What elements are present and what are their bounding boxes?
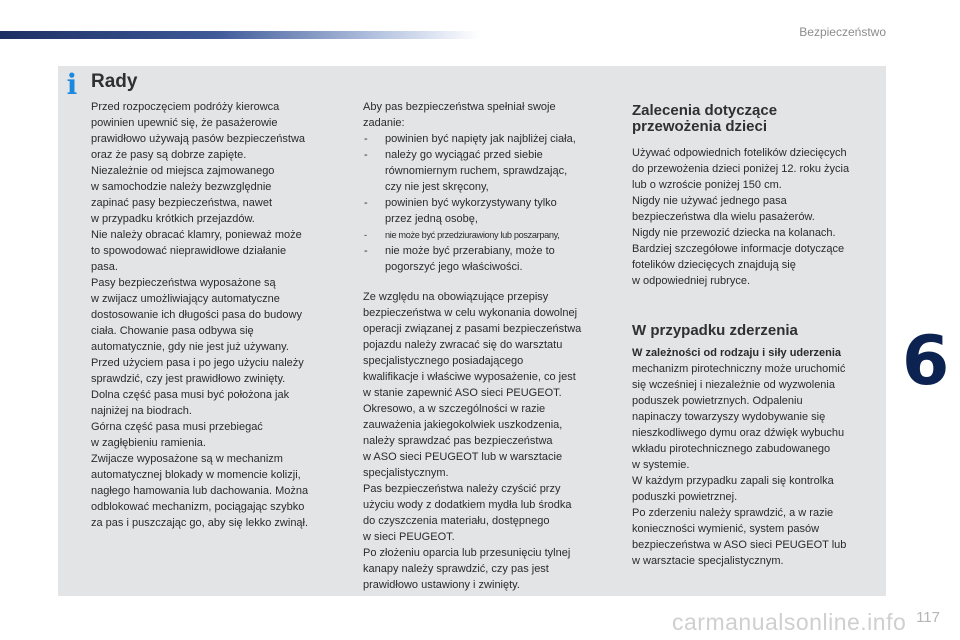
text-line: kwalifikacje i właściwe wyposażenie, co jest: [363, 371, 576, 383]
text-line: mechanizm pirotechniczny może uruchomić: [632, 363, 846, 375]
text-line: Po zderzeniu należy sprawdzić, a w razie: [632, 507, 834, 519]
bullet-line: - nie może być przerabiany, może to: [385, 245, 555, 257]
text-line: należy sprawdzać pas bezpieczeństwa: [363, 435, 553, 447]
tips-line: w przypadku krótkich przejazdów.: [91, 213, 255, 225]
header-accent-bar: [0, 31, 480, 39]
text-line: Bardziej szczegółowe informacje dotyczące: [632, 243, 845, 255]
heading-line: przewożenia dzieci: [632, 118, 768, 135]
text-line: specjalistycznego posiadającego: [363, 355, 524, 367]
text-line: bezpieczeństwa w ASO sieci PEUGEOT lub: [632, 539, 847, 551]
text-line: użyciu wody z dodatkiem mydła lub środka: [363, 499, 572, 511]
tips-line: sprawdzić, czy jest prawidłowo zwinięty.: [91, 373, 286, 385]
tips-line: Dolna część pasa musi być położona jak: [91, 389, 290, 401]
text-line: konieczności wymienić, system pasów: [632, 523, 820, 535]
text-line: napinaczy towarzyszy wydobywanie się: [632, 411, 826, 423]
tips-line: ciała. Chowanie pasa odbywa się: [91, 325, 254, 337]
watermark: carmanualsonline.info: [672, 609, 907, 635]
text-line: Po złożeniu oparcia lub przesunięciu tylnej: [363, 547, 571, 559]
text-line: w ASO sieci PEUGEOT lub w warsztacie: [363, 451, 563, 463]
text-line: w systemie.: [632, 459, 690, 471]
tips-line: za pas i puszczając go, aby się lekko zwinął.: [91, 517, 309, 529]
text-line: pojazdu należy zwracać się do warsztatu: [363, 339, 563, 351]
collision-heading: W przypadku zderzenia: [632, 322, 798, 339]
tips-line: Zwijacze wyposażone są w mechanizm: [91, 453, 283, 465]
tips-line: Niezależnie od miejsca zajmowanego: [91, 165, 275, 177]
bullet-line: - należy go wyciągać przed siebie: [385, 149, 543, 161]
bullet-line: - nie może być przedziurawiony lub poszarpany,: [385, 230, 560, 240]
tips-line: pasa.: [91, 261, 118, 273]
tips-line: w zwijacz umożliwiający automatyczne: [91, 293, 280, 305]
bullet-item: [363, 131, 618, 147]
text-line: do przewożenia dzieci poniżej 12. roku życia: [632, 163, 850, 175]
text-line: bezpieczeństwa dla wielu pasażerów.: [632, 211, 815, 223]
text-line: zauważenia jakiegokolwiek uszkodzenia,: [363, 419, 563, 431]
text-line: specjalistycznym.: [363, 467, 449, 479]
text-line: się wcześniej i niezależnie od wyzwolenia: [632, 379, 835, 391]
text-line: w stanie zapewnić ASO sieci PEUGEOT.: [363, 387, 562, 399]
section-title: Bezpieczeństwo: [799, 25, 886, 39]
tips-line: zapinać pasy bezpieczeństwa, nawet: [91, 197, 272, 209]
bullet-line: przez jedną osobę,: [385, 213, 478, 225]
text-line: wkładu pirotechnicznego zabudowanego: [632, 443, 831, 455]
collision-section: [632, 345, 880, 569]
text-line: w sieci PEUGEOT.: [363, 531, 455, 543]
bullet-item: [363, 147, 618, 195]
text-line: fotelików dziecięcych znajdują się: [632, 259, 796, 271]
tips-line: w zagłębieniu ramienia.: [91, 437, 206, 449]
tips-line: Przed rozpoczęciem podróży kierowca: [91, 101, 280, 113]
tips-line: Pasy bezpieczeństwa wyposażone są: [91, 277, 276, 289]
text-line: Okresowo, a w szczególności w razie: [363, 403, 546, 415]
bullet-line: - powinien być wykorzystywany tylko: [385, 197, 557, 209]
text-line: Używać odpowiednich fotelików dziecięcych: [632, 147, 847, 159]
tips-line: odblokować mechanizm, pociągając szybko: [91, 501, 305, 513]
tips-line: w samochodzie należy bezwzględnie: [91, 181, 272, 193]
text-line: Pas bezpieczeństwa należy czyścić przy: [363, 483, 561, 495]
text-line: poduszek powietrznych. Odpaleniu: [632, 395, 803, 407]
bullet-line: czy nie jest skręcony,: [385, 181, 489, 193]
child-recommendations-heading: [632, 103, 880, 135]
child-recommendations: [632, 103, 880, 289]
text-line: prawidłowo ustawiony i zwinięty.: [363, 579, 520, 591]
text-line: poduszki powietrznej.: [632, 491, 738, 503]
intro-line: zadanie:: [363, 117, 405, 129]
intro-line: Aby pas bezpieczeństwa spełniał swoje: [363, 101, 556, 113]
tips-line: automatycznie, gdy nie jest już używany.: [91, 341, 289, 353]
text-line: w warsztacie specjalistycznym.: [632, 555, 784, 567]
tips-line: prawidłowo używają pasów bezpieczeństwa: [91, 133, 306, 145]
tips-line: nagłego hamowania lub dachowania. Można: [91, 485, 309, 497]
bullet-item: [363, 195, 618, 227]
tips-line: to spowodować nieprawidłowe działanie: [91, 245, 287, 257]
chapter-number: 6: [902, 322, 950, 401]
text-line: do czyszczenia materiału, dostępnego: [363, 515, 550, 527]
tips-line: automatycznej blokady w momencie kolizji,: [91, 469, 301, 481]
text-line: kanapy należy sprawdzić, czy pas jest: [363, 563, 549, 575]
text-line: Ze względu na obowiązujące przepisy: [363, 291, 549, 303]
text-line: W każdym przypadku zapali się kontrolka: [632, 475, 834, 487]
text-line: Nigdy nie używać jednego pasa: [632, 195, 787, 207]
bullet-item: [363, 243, 618, 275]
text-line: Nigdy nie przewozić dziecka na kolanach.: [632, 227, 836, 239]
text-line: lub o wzroście poniżej 150 cm.: [632, 179, 782, 191]
tips-line: Nie należy obracać klamry, ponieważ może: [91, 229, 302, 241]
bullet-item: [363, 227, 618, 243]
bullet-line: - powinien być napięty jak najbliżej ciała,: [385, 133, 576, 145]
collision-lead: W zależności od rodzaju i siły uderzenia: [632, 347, 842, 359]
heading-line: Zalecenia dotyczące: [632, 102, 778, 119]
tips-column-1: [91, 99, 341, 531]
tips-line: Górna część pasa musi przebiegać: [91, 421, 263, 433]
text-line: nieszkodliwego dymu oraz dźwięk wybuchu: [632, 427, 845, 439]
bullet-line: równomiernym ruchem, sprawdzając,: [385, 165, 568, 177]
text-line: w odpowiedniej rubryce.: [632, 275, 751, 287]
text-line: operacji związanej z pasami bezpieczeństwa: [363, 323, 582, 335]
text-line: bezpieczeństwa w celu wykonania dowolnej: [363, 307, 578, 319]
tips-column-2: [363, 99, 618, 593]
bullet-line: pogorszyć jego właściwości.: [385, 261, 523, 273]
tips-line: powinien upewnić się, że pasażerowie: [91, 117, 278, 129]
paragraph-gap: [363, 275, 618, 289]
page-number: 117: [916, 609, 940, 626]
tips-title: Rady: [91, 71, 138, 92]
tips-line: najniżej na biodrach.: [91, 405, 192, 417]
info-icon: i: [66, 68, 78, 101]
tips-line: oraz że pasy są dobrze zapięte.: [91, 149, 247, 161]
tips-line: dostosowanie ich długości pasa do budowy: [91, 309, 302, 321]
tips-line: Przed użyciem pasa i po jego użyciu należy: [91, 357, 304, 369]
